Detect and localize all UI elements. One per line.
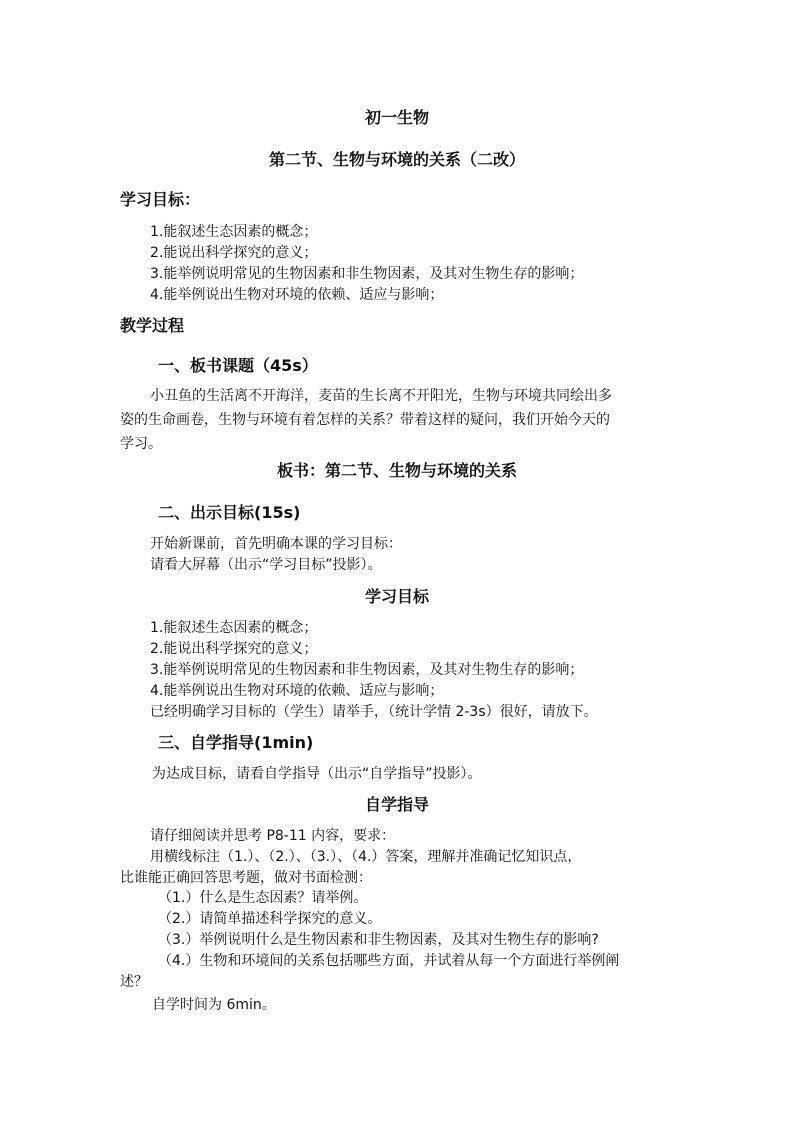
section2-objective-item: 1.能叙述生态因素的概念；: [150, 620, 318, 636]
section2-objective-item: 2.能说出科学探究的意义；: [150, 641, 318, 657]
section1-title: 一、板书课题（45s）: [158, 356, 318, 375]
section3-center-heading: 自学指导: [364, 795, 429, 814]
section1-para-line: 学习。: [120, 436, 162, 452]
process-heading: 教学过程: [120, 316, 185, 335]
section2-objective-item: 3.能举例说明常见的生物因素和非生物因素，及其对生物生存的影响；: [150, 662, 584, 678]
section2-line: 开始新课前，首先明确本课的学习目标：: [150, 536, 402, 552]
doc-subtitle: 第二节、生物与环境的关系（二改）: [268, 150, 525, 169]
question-item: （2.）请简单描述科学探究的意义。: [158, 911, 382, 927]
objective-item: 1.能叙述生态因素的概念；: [150, 224, 318, 240]
section3-instruction-line: 比谁能正确回答思考题，做对书面检测：: [120, 870, 372, 886]
question-item: （3.）举例说明什么是生物因素和非生物因素，及其对生物生存的影响?: [158, 932, 599, 948]
section2-objective-item: 已经明确学习目标的（学生）请举手，（统计学情 2-3s）很好，请放下。: [150, 704, 598, 720]
objectives-heading: 学习目标：: [120, 190, 201, 209]
section2-title: 二、出示目标(15s): [158, 503, 301, 522]
section1-para-line: 小丑鱼的生活离不开海洋，麦苗的生长离不开阳光，生物与环境共同绘出多: [150, 388, 612, 404]
objective-item: 2.能说出科学探究的意义；: [150, 245, 318, 261]
board-heading: 板书：第二节、生物与环境的关系: [276, 461, 517, 480]
section1-para-line: 姿的生命画卷，生物与环境有着怎样的关系？带着这样的疑问，我们开始今天的: [120, 412, 610, 428]
section2-objective-item: 4.能举例说出生物对环境的依赖、适应与影响；: [150, 683, 444, 699]
section3-instruction-line: 用横线标注（1.）、（2.）、（3.）、（4.）答案，理解并准确记忆知识点，: [150, 849, 582, 865]
section3-line: 为达成目标，请看自学指导（出示“自学指导”投影）。: [152, 766, 482, 782]
study-time-line: 自学时间为 6min。: [152, 997, 276, 1013]
question-item: 述？: [120, 974, 148, 990]
objective-item: 3.能举例说明常见的生物因素和非生物因素，及其对生物生存的影响；: [150, 266, 584, 282]
section3-instruction-line: 请仔细阅读并思考 P8-11 内容，要求：: [150, 828, 396, 844]
doc-title: 初一生物: [364, 108, 429, 127]
section2-line: 请看大屏幕（出示“学习目标”投影）。: [150, 557, 382, 573]
question-item: （1.）什么是生态因素？请举例。: [158, 890, 368, 906]
section3-title: 三、自学指导(1min): [158, 733, 314, 752]
objective-item: 4.能举例说出生物对环境的依赖、适应与影响；: [150, 287, 444, 303]
question-item: （4.）生物和环境间的关系包括哪些方面，并试着从每一个方面进行举例阐: [158, 953, 620, 969]
section2-center-heading: 学习目标: [364, 587, 429, 606]
